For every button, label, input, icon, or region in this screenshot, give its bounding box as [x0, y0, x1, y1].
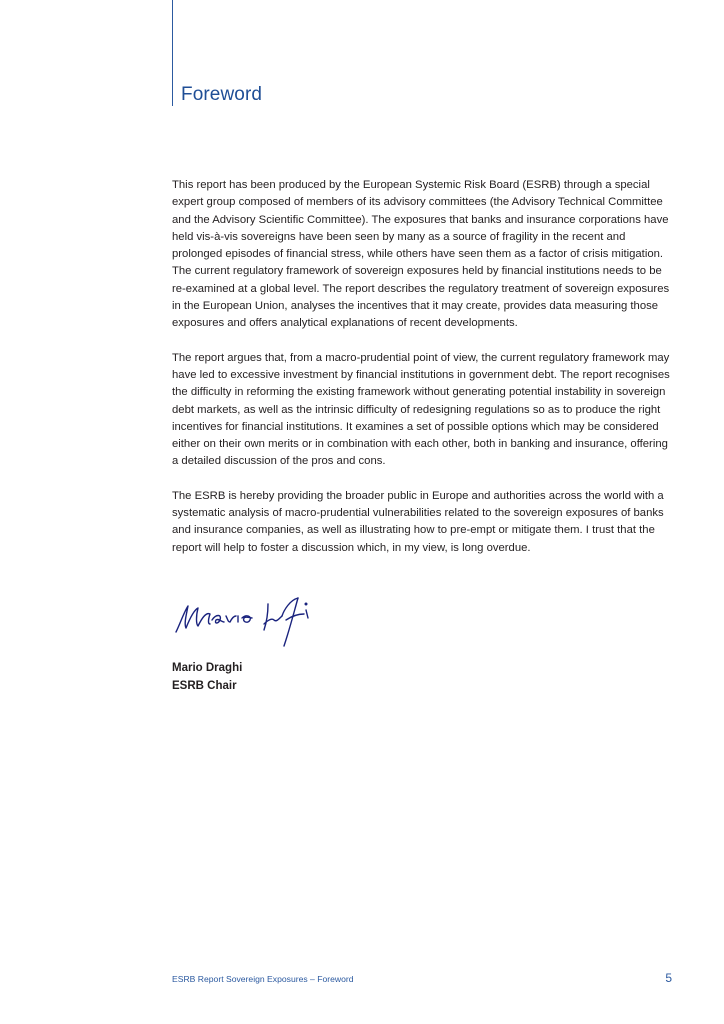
- signer-block: [172, 660, 242, 695]
- paragraph-3: The ESRB is hereby providing the broader public in Europe and authorities across the world with a systematic analysis of macro-prudential vulnerabilities related to the sovereign exposures of banks and insurance companies, as well as illustrating how to pre-empt or mitigate them. I trust that the report will help to foster a discussion which, in my view, is long overdue.: [172, 489, 664, 554]
- signer-name: Mario Draghi: [172, 662, 243, 674]
- paragraph-1: This report has been produced by the European Systemic Risk Board (ESRB) through a special expert group composed of members of its advisory committees (the Advisory Technical Committee and the Advisory Scientific Committee). The exposures that banks and insurance corporations have held vis-à-vis sovereigns have been seen by many as a source of fragility in the recent and prolonged episodes of financial stress, while others have seen them as a factor of crisis mitigation. The current regulatory framework of sovereign exposures held by financial institutions needs to be re-examined at a global level. The report describes the regulatory treatment of sovereign exposures in the European Union, analyses the incentives that it may create, provides data measuring those exposures and offers analytical explanations of recent developments.: [172, 179, 670, 330]
- foreword-body: [172, 177, 676, 574]
- signature-image: [172, 594, 342, 656]
- paragraph-2: The report argues that, from a macro-prudential point of view, the current regulatory framework may have led to excessive investment by financial institutions in government debt. The report recognises the difficulty in reforming the existing framework without generating potential instability in sovereign debt markets, as well as the intrinsic difficulty of redesigning regulations so as to produce the right incentives for financial institutions. It examines a set of possible options which may be considered either on their own merits or in combination with each other, both in banking and insurance, offering a detailed discussion of the pros and cons.: [172, 351, 670, 468]
- page-number: 5: [665, 971, 672, 985]
- signer-role: ESRB Chair: [172, 679, 237, 692]
- title-rule: [172, 0, 173, 106]
- page-title: Foreword: [181, 84, 263, 105]
- footer-running-title: ESRB Report Sovereign Exposures – Foreword: [172, 974, 354, 984]
- handwritten-signature: [172, 594, 342, 656]
